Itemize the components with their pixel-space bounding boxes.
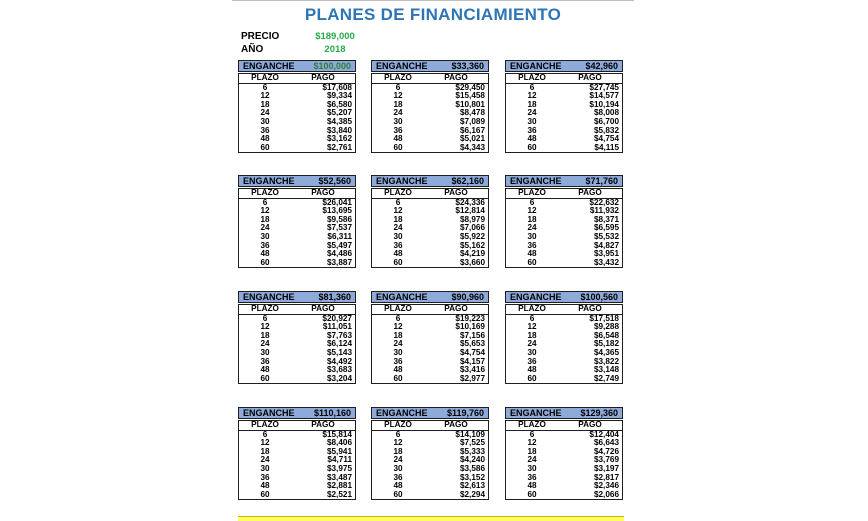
enganche-header — [505, 291, 623, 303]
table-row — [372, 259, 488, 268]
pago-cell: $14,577 — [589, 91, 619, 101]
plazo-cell: 30 — [527, 116, 537, 126]
plazo-cell: 48 — [393, 249, 403, 259]
pago-cell: $3,840 — [326, 125, 352, 135]
plazo-cell: 30 — [260, 116, 270, 126]
plazo-cell: 24 — [527, 223, 537, 233]
table-row — [239, 259, 355, 268]
pago-cell: $2,761 — [326, 142, 352, 152]
table-row — [372, 144, 488, 153]
pago-header: PAGO — [578, 304, 602, 313]
plazo-cell: 36 — [527, 472, 537, 482]
pago-cell: $5,941 — [326, 446, 352, 456]
plazo-cell: 36 — [260, 125, 270, 135]
pago-cell: $6,548 — [593, 330, 619, 340]
plazo-cell: 36 — [393, 125, 403, 135]
plazo-header: PLAZO — [384, 420, 412, 429]
plazo-cell: 12 — [260, 438, 270, 448]
plazo-cell: 18 — [260, 330, 270, 340]
pago-header: PAGO — [578, 188, 602, 197]
pago-cell: $3,822 — [593, 356, 619, 366]
plazo-cell: 24 — [393, 223, 403, 233]
plazo-cell: 24 — [527, 108, 537, 118]
pago-cell: $15,458 — [455, 91, 485, 101]
plazo-cell: 48 — [260, 134, 270, 144]
pago-cell: $3,148 — [593, 365, 619, 375]
plazo-header: PLAZO — [251, 188, 279, 197]
plazo-cell: 18 — [527, 99, 537, 109]
plazo-cell: 12 — [527, 91, 537, 101]
plazo-cell: 6 — [395, 313, 401, 323]
plazo-cell: 48 — [393, 481, 403, 491]
pago-cell: $3,204 — [326, 373, 352, 383]
enganche-header — [505, 407, 623, 419]
pago-cell: $27,745 — [589, 82, 619, 92]
payment-table — [505, 420, 623, 500]
pago-cell: $10,169 — [455, 322, 485, 332]
pago-cell: $8,406 — [326, 438, 352, 448]
payment-table — [505, 304, 623, 384]
table-row — [506, 375, 622, 384]
pago-cell: $7,066 — [459, 223, 485, 233]
pago-cell: $5,207 — [326, 108, 352, 118]
plazo-cell: 30 — [393, 347, 403, 357]
plazo-cell: 6 — [262, 313, 268, 323]
financing-block — [505, 175, 623, 268]
enganche-amount: $119,760 — [446, 408, 484, 418]
pago-cell: $3,162 — [326, 134, 352, 144]
pago-header: PAGO — [444, 188, 468, 197]
pago-cell: $4,343 — [459, 142, 485, 152]
plazo-cell: 36 — [260, 240, 270, 250]
pago-cell: $6,643 — [593, 438, 619, 448]
pago-cell: $4,726 — [593, 446, 619, 456]
enganche-amount: $52,560 — [318, 176, 351, 186]
financing-block — [238, 291, 356, 384]
pago-cell: $5,162 — [459, 240, 485, 250]
pago-cell: $5,021 — [459, 134, 485, 144]
plazo-cell: 6 — [529, 429, 535, 439]
plazo-cell: 30 — [260, 463, 270, 473]
pago-cell: $7,089 — [459, 116, 485, 126]
pago-cell: $7,525 — [459, 438, 485, 448]
enganche-label: ENGANCHE — [510, 61, 562, 71]
plazo-cell: 18 — [393, 330, 403, 340]
pago-cell: $2,066 — [593, 489, 619, 499]
enganche-label: ENGANCHE — [243, 176, 295, 186]
enganche-label: ENGANCHE — [243, 408, 295, 418]
plazo-header: PLAZO — [384, 73, 412, 82]
financing-block — [371, 291, 489, 384]
pago-cell: $3,769 — [593, 455, 619, 465]
plazo-cell: 18 — [393, 214, 403, 224]
enganche-amount: $42,960 — [585, 61, 618, 71]
plazo-cell: 60 — [393, 373, 403, 383]
plazo-cell: 30 — [527, 347, 537, 357]
plazo-cell: 6 — [395, 82, 401, 92]
pago-cell: $3,416 — [459, 365, 485, 375]
enganche-amount: $62,160 — [451, 176, 484, 186]
pago-header: PAGO — [578, 420, 602, 429]
plazo-cell: 60 — [260, 142, 270, 152]
enganche-label: ENGANCHE — [376, 176, 428, 186]
plazo-cell: 24 — [260, 455, 270, 465]
financing-block — [371, 60, 489, 153]
pago-header: PAGO — [444, 304, 468, 313]
pago-cell: $4,754 — [459, 347, 485, 357]
plazo-header: PLAZO — [518, 188, 546, 197]
plazo-cell: 12 — [393, 438, 403, 448]
enganche-amount: $129,360 — [580, 408, 618, 418]
pago-header: PAGO — [311, 73, 335, 82]
enganche-header — [238, 60, 356, 72]
pago-cell: $3,152 — [459, 472, 485, 482]
plazo-cell: 6 — [529, 197, 535, 207]
pago-cell: $24,336 — [455, 197, 485, 207]
plazo-cell: 30 — [260, 347, 270, 357]
payment-table — [371, 304, 489, 384]
plazo-cell: 24 — [527, 455, 537, 465]
enganche-header — [238, 407, 356, 419]
pago-cell: $4,492 — [326, 356, 352, 366]
plazo-cell: 18 — [260, 214, 270, 224]
pago-cell: $4,486 — [326, 249, 352, 259]
pago-cell: $6,595 — [593, 223, 619, 233]
enganche-header — [371, 291, 489, 303]
pago-cell: $3,951 — [593, 249, 619, 259]
plazo-cell: 60 — [527, 373, 537, 383]
plazo-cell: 24 — [527, 339, 537, 349]
plazo-header: PLAZO — [251, 73, 279, 82]
pago-cell: $10,801 — [455, 99, 485, 109]
pago-cell: $5,832 — [593, 125, 619, 135]
enganche-amount: $90,960 — [451, 292, 484, 302]
plazo-header: PLAZO — [518, 304, 546, 313]
plazo-cell: 6 — [395, 429, 401, 439]
plazo-cell: 12 — [260, 206, 270, 216]
pago-header: PAGO — [311, 420, 335, 429]
enganche-amount: $110,160 — [313, 408, 351, 418]
table-row — [372, 375, 488, 384]
pago-cell: $8,371 — [593, 214, 619, 224]
pago-cell: $3,586 — [459, 463, 485, 473]
pago-cell: $11,932 — [589, 206, 619, 216]
pago-cell: $12,814 — [455, 206, 485, 216]
plazo-header: PLAZO — [518, 73, 546, 82]
pago-cell: $5,653 — [459, 339, 485, 349]
pago-cell: $5,532 — [593, 231, 619, 241]
table-row — [506, 144, 622, 153]
pago-cell: $8,478 — [459, 108, 485, 118]
pago-cell: $17,518 — [589, 313, 619, 323]
pago-cell: $3,887 — [326, 257, 352, 267]
enganche-label: ENGANCHE — [510, 176, 562, 186]
pago-cell: $2,749 — [593, 373, 619, 383]
plazo-cell: 36 — [260, 472, 270, 482]
plazo-header: PLAZO — [251, 304, 279, 313]
pago-cell: $26,041 — [322, 197, 352, 207]
plazo-cell: 12 — [527, 438, 537, 448]
pago-cell: $12,404 — [589, 429, 619, 439]
pago-cell: $5,497 — [326, 240, 352, 250]
pago-cell: $29,450 — [455, 82, 485, 92]
enganche-header — [371, 60, 489, 72]
plazo-header: PLAZO — [384, 304, 412, 313]
financing-block — [505, 407, 623, 500]
pago-cell: $3,975 — [326, 463, 352, 473]
plazo-cell: 30 — [393, 116, 403, 126]
pago-cell: $19,223 — [455, 313, 485, 323]
plazo-cell: 36 — [527, 125, 537, 135]
pago-cell: $4,827 — [593, 240, 619, 250]
payment-table — [505, 188, 623, 268]
plazo-cell: 24 — [260, 223, 270, 233]
pago-cell: $8,008 — [593, 108, 619, 118]
precio-label: PRECIO — [241, 31, 280, 42]
plazo-cell: 18 — [260, 446, 270, 456]
pago-cell: $4,219 — [459, 249, 485, 259]
enganche-amount: $100,000 — [313, 61, 351, 71]
enganche-label: ENGANCHE — [243, 61, 295, 71]
pago-cell: $7,763 — [326, 330, 352, 340]
pago-cell: $4,240 — [459, 455, 485, 465]
plazo-cell: 60 — [527, 142, 537, 152]
pago-cell: $3,487 — [326, 472, 352, 482]
plazo-cell: 12 — [393, 91, 403, 101]
pago-cell: $4,157 — [459, 356, 485, 366]
table-row — [372, 491, 488, 500]
plazo-cell: 36 — [393, 240, 403, 250]
enganche-amount: $100,560 — [580, 292, 618, 302]
plazo-cell: 18 — [527, 214, 537, 224]
pago-cell: $5,143 — [326, 347, 352, 357]
enganche-label: ENGANCHE — [376, 408, 428, 418]
page-title: PLANES DE FINANCIAMIENTO — [304, 5, 562, 24]
pago-header: PAGO — [311, 304, 335, 313]
pago-cell: $7,537 — [326, 223, 352, 233]
plazo-cell: 30 — [260, 231, 270, 241]
plazo-cell: 24 — [260, 339, 270, 349]
enganche-amount: $71,760 — [585, 176, 618, 186]
pago-header: PAGO — [444, 73, 468, 82]
plazo-cell: 30 — [393, 231, 403, 241]
plazo-cell: 48 — [527, 249, 537, 259]
plazo-cell: 60 — [393, 489, 403, 499]
enganche-amount: $81,360 — [318, 292, 351, 302]
plazo-cell: 18 — [393, 446, 403, 456]
pago-cell: $6,167 — [459, 125, 485, 135]
plazo-cell: 36 — [393, 472, 403, 482]
pago-cell: $22,632 — [589, 197, 619, 207]
plazo-cell: 18 — [527, 330, 537, 340]
enganche-label: ENGANCHE — [376, 292, 428, 302]
plazo-cell: 48 — [393, 365, 403, 375]
plazo-cell: 24 — [260, 108, 270, 118]
plazo-cell: 12 — [527, 322, 537, 332]
enganche-header — [238, 175, 356, 187]
plazo-cell: 24 — [393, 455, 403, 465]
pago-cell: $4,385 — [326, 116, 352, 126]
payment-table — [238, 420, 356, 500]
pago-cell: $5,922 — [459, 231, 485, 241]
pago-header: PAGO — [444, 420, 468, 429]
plazo-cell: 36 — [527, 240, 537, 250]
pago-cell: $9,288 — [593, 322, 619, 332]
plazo-cell: 48 — [260, 481, 270, 491]
plazo-header: PLAZO — [384, 188, 412, 197]
pago-cell: $15,814 — [322, 429, 352, 439]
payment-table — [371, 188, 489, 268]
payment-table — [238, 304, 356, 384]
plazo-cell: 6 — [262, 82, 268, 92]
pago-cell: $2,881 — [326, 481, 352, 491]
pago-cell: $5,182 — [593, 339, 619, 349]
enganche-header — [371, 175, 489, 187]
pago-cell: $4,115 — [594, 142, 619, 152]
plazo-header: PLAZO — [251, 420, 279, 429]
plazo-cell: 30 — [527, 231, 537, 241]
pago-cell: $2,977 — [459, 373, 485, 383]
payment-table — [238, 73, 356, 153]
pago-cell: $5,333 — [459, 446, 485, 456]
pago-cell: $9,586 — [326, 214, 352, 224]
plazo-cell: 30 — [527, 463, 537, 473]
pago-cell: $4,365 — [593, 347, 619, 357]
enganche-label: ENGANCHE — [510, 292, 562, 302]
pago-cell: $17,608 — [322, 82, 352, 92]
enganche-header — [371, 407, 489, 419]
enganche-label: ENGANCHE — [243, 292, 295, 302]
pago-cell: $3,683 — [326, 365, 352, 375]
payment-table — [371, 73, 489, 153]
table-row — [239, 144, 355, 153]
plazo-cell: 36 — [260, 356, 270, 366]
pago-cell: $10,194 — [589, 99, 619, 109]
payment-table — [371, 420, 489, 500]
plazo-cell: 48 — [393, 134, 403, 144]
plazo-cell: 60 — [393, 257, 403, 267]
pago-cell: $2,294 — [459, 489, 485, 499]
plazo-cell: 24 — [393, 339, 403, 349]
plazo-cell: 12 — [527, 206, 537, 216]
pago-cell: $20,927 — [322, 313, 352, 323]
plazo-cell: 30 — [393, 463, 403, 473]
precio-value: $189,000 — [315, 31, 355, 42]
pago-cell: $2,817 — [593, 472, 619, 482]
plazo-cell: 18 — [527, 446, 537, 456]
pago-cell: $6,580 — [326, 99, 352, 109]
pago-cell: $14,109 — [455, 429, 485, 439]
plazo-cell: 18 — [260, 99, 270, 109]
plazo-cell: 24 — [393, 108, 403, 118]
financing-block — [505, 291, 623, 384]
plazo-cell: 48 — [527, 134, 537, 144]
top-border — [232, 0, 634, 1]
table-row — [239, 491, 355, 500]
pago-cell: $6,700 — [593, 116, 619, 126]
anio-value: 2018 — [324, 44, 346, 55]
plazo-cell: 6 — [262, 197, 268, 207]
enganche-header — [505, 60, 623, 72]
plazo-cell: 6 — [395, 197, 401, 207]
anio-label: AÑO — [241, 44, 264, 55]
plazo-cell: 12 — [393, 322, 403, 332]
enganche-label: ENGANCHE — [376, 61, 428, 71]
highlight-bar — [238, 516, 624, 521]
pago-cell: $13,695 — [322, 206, 352, 216]
plazo-cell: 12 — [260, 322, 270, 332]
plazo-header: PLAZO — [518, 420, 546, 429]
pago-cell: $4,754 — [593, 134, 619, 144]
financing-block — [238, 175, 356, 268]
pago-cell: $3,432 — [593, 257, 619, 267]
pago-header: PAGO — [578, 73, 602, 82]
pago-cell: $2,346 — [593, 481, 619, 491]
plazo-cell: 6 — [262, 429, 268, 439]
table-row — [239, 375, 355, 384]
financing-block — [505, 60, 623, 153]
financing-block — [371, 407, 489, 500]
plazo-cell: 36 — [393, 356, 403, 366]
plazo-cell: 12 — [260, 91, 270, 101]
enganche-amount: $33,360 — [451, 61, 484, 71]
pago-cell: $3,197 — [593, 463, 619, 473]
plazo-cell: 12 — [393, 206, 403, 216]
pago-cell: $7,156 — [459, 330, 485, 340]
plazo-cell: 60 — [527, 257, 537, 267]
table-row — [506, 491, 622, 500]
plazo-cell: 6 — [529, 82, 535, 92]
financing-block — [371, 175, 489, 268]
plazo-cell: 60 — [527, 489, 537, 499]
plazo-cell: 6 — [529, 313, 535, 323]
plazo-cell: 60 — [260, 489, 270, 499]
pago-cell: $2,521 — [326, 489, 352, 499]
pago-cell: $11,051 — [322, 322, 352, 332]
pago-cell: $2,613 — [459, 481, 485, 491]
plazo-cell: 60 — [393, 142, 403, 152]
pago-cell: $6,124 — [326, 339, 352, 349]
plazo-cell: 48 — [260, 365, 270, 375]
pago-cell: $6,311 — [327, 231, 352, 241]
pago-header: PAGO — [311, 188, 335, 197]
enganche-header — [238, 291, 356, 303]
pago-cell: $4,711 — [327, 455, 352, 465]
plazo-cell: 36 — [527, 356, 537, 366]
enganche-label: ENGANCHE — [510, 408, 562, 418]
table-row — [506, 259, 622, 268]
pago-cell: $3,660 — [459, 257, 485, 267]
payment-table — [238, 188, 356, 268]
plazo-cell: 48 — [527, 365, 537, 375]
plazo-cell: 48 — [527, 481, 537, 491]
financing-block — [238, 407, 356, 500]
plazo-cell: 18 — [393, 99, 403, 109]
plazo-cell: 60 — [260, 373, 270, 383]
financing-block — [238, 60, 356, 153]
plazo-cell: 60 — [260, 257, 270, 267]
plazo-cell: 48 — [260, 249, 270, 259]
enganche-header — [505, 175, 623, 187]
pago-cell: $9,334 — [326, 91, 352, 101]
pago-cell: $8,979 — [459, 214, 485, 224]
payment-table — [505, 73, 623, 153]
